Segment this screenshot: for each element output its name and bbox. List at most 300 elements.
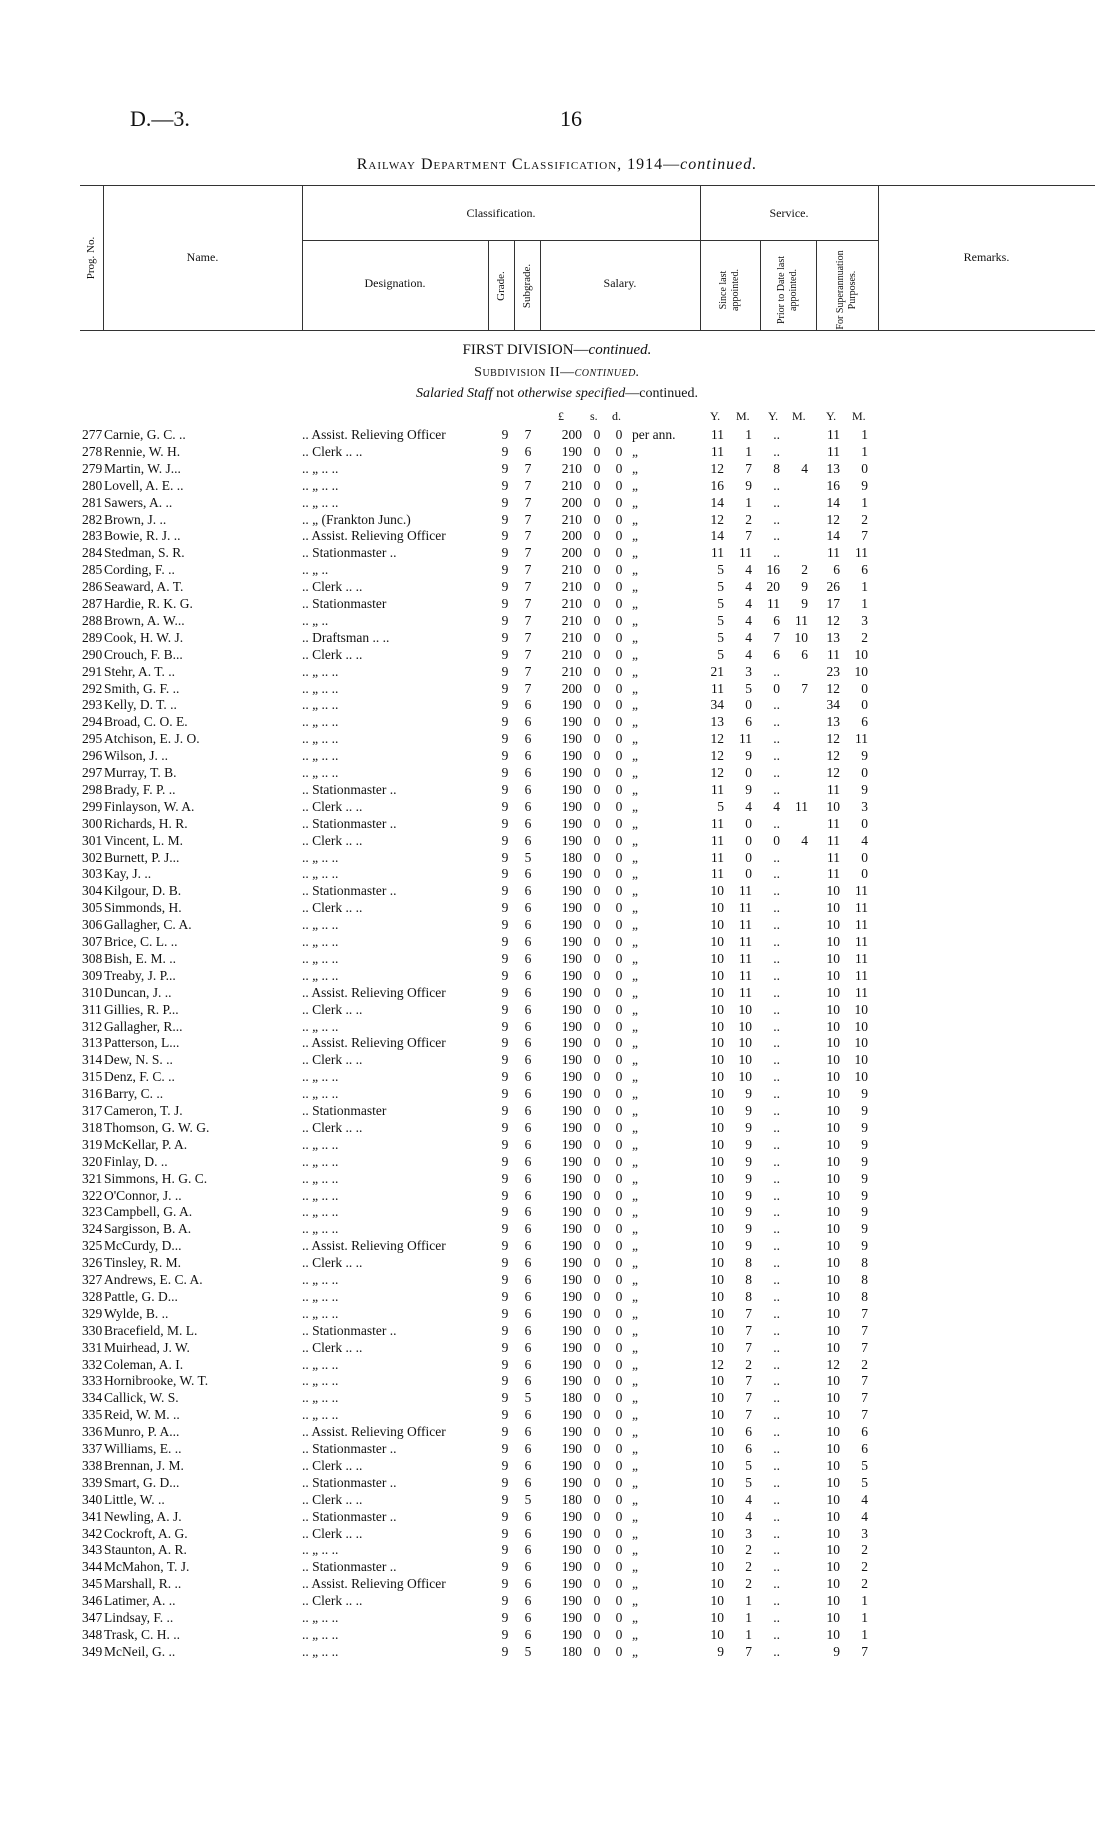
designation: .. „ (Frankton Junc.) <box>302 511 411 527</box>
since-months: 8 <box>745 1288 752 1304</box>
super-months: 11 <box>855 731 868 747</box>
grade: 9 <box>501 1643 509 1659</box>
salary-pence: 0 <box>615 1626 623 1642</box>
staff-name: Duncan, J. .. <box>104 984 172 1000</box>
table-row <box>0 544 1114 561</box>
super-years: 13 <box>826 714 840 730</box>
since-years: 5 <box>717 629 724 645</box>
salary-pounds: 190 <box>561 1052 582 1068</box>
prog-no: 289 <box>82 629 103 645</box>
table-row <box>0 882 1114 899</box>
salary-pounds: 190 <box>561 1035 582 1051</box>
salary-period: „ <box>632 832 638 848</box>
salary-shillings: 0 <box>593 765 601 780</box>
since-years: 10 <box>710 1339 724 1355</box>
subgrade: 6 <box>524 1187 532 1203</box>
prog-no: 304 <box>82 883 103 899</box>
staff-name: Pattle, G. D... <box>104 1288 178 1304</box>
table-row <box>0 1001 1114 1018</box>
prior-years: .. <box>773 1119 780 1135</box>
subgrade: 6 <box>524 950 532 966</box>
salary-shillings: 0 <box>593 1525 601 1541</box>
since-months: 11 <box>739 545 752 561</box>
prog-no: 337 <box>82 1441 103 1456</box>
super-months: 2 <box>861 629 868 645</box>
super-months: 11 <box>855 917 868 933</box>
salary-shillings: 0 <box>593 1373 601 1389</box>
subgrade: 6 <box>524 832 532 848</box>
subgrade: 6 <box>524 1322 532 1338</box>
salary-shillings: 0 <box>593 545 601 561</box>
salary-period: „ <box>632 900 638 916</box>
subgrade: 6 <box>524 1035 532 1051</box>
salary-pounds: 190 <box>561 714 582 730</box>
prior-months: 9 <box>801 579 808 595</box>
salary-pounds: 190 <box>561 1018 582 1034</box>
super-years: 10 <box>826 1610 840 1625</box>
super-months: 4 <box>861 832 868 848</box>
since-months: 1 <box>745 1626 752 1642</box>
super-years: 10 <box>826 1069 840 1085</box>
super-years: 10 <box>826 1474 840 1490</box>
staff-name: Finlayson, W. A. <box>104 798 195 814</box>
grade: 9 <box>501 950 509 966</box>
salary-shillings: 0 <box>593 1474 601 1490</box>
salary-pounds: 190 <box>561 815 582 831</box>
table-row <box>0 1558 1114 1575</box>
subgrade: 6 <box>524 883 532 899</box>
unit-shillings: s. <box>590 409 598 423</box>
col-header-prog-no: Prog. No. <box>85 236 97 280</box>
salary-pounds: 190 <box>561 731 582 747</box>
prog-no: 330 <box>82 1322 103 1338</box>
subgrade: 6 <box>524 1457 532 1473</box>
since-months: 7 <box>745 1373 752 1389</box>
grade: 9 <box>501 1153 509 1169</box>
since-years: 12 <box>710 765 724 780</box>
salary-shillings: 0 <box>593 1626 601 1642</box>
prior-years: .. <box>773 1559 780 1575</box>
super-months: 0 <box>861 697 868 713</box>
prog-no: 290 <box>82 646 103 662</box>
grade: 9 <box>501 1559 509 1575</box>
grade: 9 <box>501 1255 509 1271</box>
staff-name: Stedman, S. R. <box>104 545 185 561</box>
designation: .. Stationmaster .. <box>302 781 397 797</box>
staff-name: McNeil, G. .. <box>104 1643 176 1659</box>
table-row <box>0 713 1114 730</box>
super-months: 9 <box>861 1204 868 1220</box>
prog-no: 320 <box>82 1153 103 1169</box>
salary-shillings: 0 <box>593 1576 601 1592</box>
salary-pounds: 190 <box>561 984 582 1000</box>
salary-pounds: 200 <box>561 545 582 561</box>
staff-name: Cameron, T. J. <box>104 1103 183 1118</box>
col-header-subgrade: Subgrade. <box>521 263 533 309</box>
table-row <box>0 1018 1114 1035</box>
salary-pounds: 190 <box>561 1103 582 1118</box>
prog-no: 322 <box>82 1187 103 1203</box>
grade: 9 <box>501 1491 509 1507</box>
prior-years: .. <box>773 748 780 764</box>
subgrade: 6 <box>524 1305 532 1321</box>
designation: .. „ .. <box>302 612 329 628</box>
salary-shillings: 0 <box>593 646 601 662</box>
prog-no: 312 <box>82 1018 103 1034</box>
prog-no: 311 <box>82 1001 102 1017</box>
salary-period: „ <box>632 1153 638 1169</box>
prior-years: .. <box>773 1474 780 1490</box>
prog-no: 327 <box>82 1272 103 1287</box>
grade: 9 <box>501 545 509 561</box>
staff-name: Dew, N. S. .. <box>104 1052 173 1068</box>
designation: .. Assist. Relieving Officer <box>302 1238 446 1254</box>
prog-no: 310 <box>82 984 103 1000</box>
prior-years: .. <box>773 934 780 949</box>
designation: .. Stationmaster .. <box>302 1441 397 1456</box>
prior-years: .. <box>773 1170 780 1186</box>
designation: .. Clerk .. .. <box>302 1339 363 1355</box>
table-row <box>0 1609 1114 1626</box>
subgrade: 6 <box>524 1559 532 1575</box>
salary-pence: 0 <box>615 646 623 662</box>
grade: 9 <box>501 1069 509 1085</box>
since-years: 10 <box>710 1035 724 1051</box>
salary-pounds: 210 <box>561 629 582 645</box>
prog-no: 328 <box>82 1288 103 1304</box>
salary-pounds: 210 <box>561 646 582 662</box>
super-years: 10 <box>826 1052 840 1068</box>
grade: 9 <box>501 866 509 882</box>
prior-years: 0 <box>773 680 780 696</box>
salary-period: „ <box>632 1457 638 1473</box>
table-row <box>0 984 1114 1001</box>
super-years: 10 <box>826 900 840 916</box>
designation: .. Assist. Relieving Officer <box>302 427 446 442</box>
salary-pence: 0 <box>615 883 623 899</box>
staff-name: Brown, J. .. <box>104 511 167 527</box>
prog-no: 295 <box>82 731 103 747</box>
salary-pounds: 210 <box>561 579 582 595</box>
since-years: 5 <box>717 646 724 662</box>
subgrade: 6 <box>524 1136 532 1152</box>
salary-shillings: 0 <box>593 1018 601 1034</box>
staff-name: Bish, E. M. .. <box>104 950 177 966</box>
prog-no: 333 <box>82 1373 103 1389</box>
salary-pence: 0 <box>615 680 623 696</box>
designation: .. Stationmaster .. <box>302 883 397 899</box>
grade: 9 <box>501 1204 509 1220</box>
salary-pounds: 210 <box>561 596 582 611</box>
prior-years: .. <box>773 1187 780 1203</box>
salary-shillings: 0 <box>593 1508 601 1524</box>
super-months: 2 <box>861 1576 868 1592</box>
unit-months-2: M. <box>792 409 806 423</box>
super-years: 11 <box>827 866 840 882</box>
table-row <box>0 494 1114 511</box>
since-months: 10 <box>738 1052 752 1068</box>
salary-pounds: 210 <box>561 460 582 476</box>
salary-period: „ <box>632 1626 638 1642</box>
super-months: 3 <box>861 798 868 814</box>
prog-no: 303 <box>82 866 103 882</box>
since-months: 5 <box>745 1474 752 1490</box>
super-months: 9 <box>861 1221 868 1237</box>
grade: 9 <box>501 765 509 780</box>
since-months: 7 <box>745 460 752 476</box>
super-months: 7 <box>861 1322 868 1338</box>
salary-shillings: 0 <box>593 1272 601 1287</box>
classification-rule <box>302 240 878 241</box>
staff-name: Atchison, E. J. O. <box>104 731 200 747</box>
subgrade: 6 <box>524 934 532 949</box>
super-years: 10 <box>826 1441 840 1456</box>
table-row <box>0 1423 1114 1440</box>
staff-name: Murray, T. B. <box>104 765 177 780</box>
salary-pounds: 190 <box>561 697 582 713</box>
salary-period: „ <box>632 545 638 561</box>
salary-period: „ <box>632 849 638 865</box>
super-months: 11 <box>855 934 868 949</box>
super-years: 10 <box>826 1407 840 1423</box>
super-years: 10 <box>826 1204 840 1220</box>
since-months: 9 <box>745 1170 752 1186</box>
super-months: 5 <box>861 1457 868 1473</box>
grade: 9 <box>501 748 509 764</box>
designation: .. „ .. .. <box>302 1170 339 1186</box>
staff-label-d: —continued. <box>625 386 698 401</box>
designation: .. Clerk .. .. <box>302 832 363 848</box>
super-months: 1 <box>861 596 868 611</box>
since-years: 10 <box>710 1153 724 1169</box>
subgrade: 6 <box>524 1069 532 1085</box>
prior-years: 11 <box>767 596 780 611</box>
super-months: 8 <box>861 1288 868 1304</box>
since-months: 5 <box>745 680 752 696</box>
salary-pence: 0 <box>615 798 623 814</box>
salary-pounds: 190 <box>561 1559 582 1575</box>
super-months: 11 <box>855 900 868 916</box>
grade: 9 <box>501 646 509 662</box>
salary-period: „ <box>632 917 638 933</box>
prior-years: .. <box>773 1221 780 1237</box>
super-years: 10 <box>826 1390 840 1406</box>
prog-no: 277 <box>82 427 103 442</box>
super-years: 10 <box>826 967 840 983</box>
salary-pence: 0 <box>615 1610 623 1625</box>
prior-years: .. <box>773 1424 780 1440</box>
prior-years: .. <box>773 1525 780 1541</box>
unit-years-2: Y. <box>768 409 779 423</box>
prog-no: 299 <box>82 798 103 814</box>
prior-years: .. <box>773 1288 780 1304</box>
super-years: 10 <box>826 1576 840 1592</box>
salary-shillings: 0 <box>593 460 601 476</box>
prog-no: 335 <box>82 1407 103 1423</box>
table-row <box>0 1541 1114 1558</box>
salary-period: per ann. <box>632 427 676 442</box>
grade: 9 <box>501 1457 509 1473</box>
super-years: 10 <box>826 1593 840 1609</box>
super-months: 9 <box>861 1119 868 1135</box>
since-years: 10 <box>710 1103 724 1118</box>
salary-period: „ <box>632 528 638 544</box>
since-months: 1 <box>745 427 752 442</box>
grade: 9 <box>501 1390 509 1406</box>
designation: .. „ .. .. <box>302 477 339 493</box>
grade: 9 <box>501 1305 509 1321</box>
since-years: 10 <box>710 1441 724 1456</box>
prior-years: 6 <box>773 612 780 628</box>
prior-years: .. <box>773 1001 780 1017</box>
designation: .. „ .. .. <box>302 950 339 966</box>
table-row <box>0 511 1114 528</box>
designation: .. „ .. .. <box>302 866 339 882</box>
since-months: 7 <box>745 1390 752 1406</box>
super-years: 23 <box>826 663 840 679</box>
since-years: 10 <box>710 1576 724 1592</box>
salary-period: „ <box>632 1103 638 1118</box>
staff-name: Smart, G. D... <box>104 1474 180 1490</box>
salary-pounds: 210 <box>561 612 582 628</box>
salary-period: „ <box>632 1424 638 1440</box>
grade: 9 <box>501 596 509 611</box>
salary-shillings: 0 <box>593 781 601 797</box>
since-months: 6 <box>745 1424 752 1440</box>
since-years: 34 <box>710 697 724 713</box>
prog-no: 309 <box>82 967 103 983</box>
salary-pence: 0 <box>615 1373 623 1389</box>
since-years: 10 <box>710 883 724 899</box>
salary-pounds: 190 <box>561 1610 582 1625</box>
super-months: 1 <box>861 443 868 459</box>
salary-shillings: 0 <box>593 950 601 966</box>
prog-no: 321 <box>82 1170 103 1186</box>
salary-pounds: 190 <box>561 1086 582 1102</box>
document-title <box>0 156 1114 174</box>
salary-shillings: 0 <box>593 1069 601 1085</box>
table-row <box>0 950 1114 967</box>
salary-pounds: 190 <box>561 900 582 916</box>
prior-years: .. <box>773 1018 780 1034</box>
since-months: 4 <box>745 562 752 578</box>
prog-no: 288 <box>82 612 103 628</box>
salary-period: „ <box>632 562 638 578</box>
salary-shillings: 0 <box>593 1457 601 1473</box>
since-months: 4 <box>745 798 752 814</box>
page-number: 16 <box>560 106 582 131</box>
salary-pence: 0 <box>615 1119 623 1135</box>
salary-shillings: 0 <box>593 1356 601 1372</box>
salary-pence: 0 <box>615 1103 623 1118</box>
salary-shillings: 0 <box>593 680 601 696</box>
staff-name: Lindsay, F. .. <box>104 1610 174 1625</box>
super-years: 10 <box>826 1305 840 1321</box>
subgrade: 6 <box>524 798 532 814</box>
since-months: 11 <box>739 967 752 983</box>
table-row <box>0 527 1114 544</box>
super-years: 14 <box>826 528 840 544</box>
super-months: 9 <box>861 1170 868 1186</box>
table-row <box>0 815 1114 832</box>
table-row <box>0 798 1114 815</box>
division-heading <box>0 342 1114 359</box>
prior-years: .. <box>773 1305 780 1321</box>
salary-pence: 0 <box>615 443 623 459</box>
table-row <box>0 1254 1114 1271</box>
since-months: 1 <box>745 443 752 459</box>
super-months: 1 <box>861 427 868 442</box>
super-years: 10 <box>826 1559 840 1575</box>
salary-shillings: 0 <box>593 1491 601 1507</box>
prior-years: .. <box>773 917 780 933</box>
salary-pounds: 190 <box>561 1542 582 1558</box>
designation: .. „ .. .. <box>302 1086 339 1102</box>
designation: .. „ .. .. <box>302 967 339 983</box>
salary-pence: 0 <box>615 528 623 544</box>
super-months: 7 <box>861 1305 868 1321</box>
salary-shillings: 0 <box>593 1119 601 1135</box>
table-row <box>0 764 1114 781</box>
salary-pence: 0 <box>615 427 623 442</box>
prog-no: 343 <box>82 1542 103 1558</box>
prior-years: 8 <box>773 460 780 476</box>
subgrade: 6 <box>524 714 532 730</box>
prior-years: .. <box>773 1238 780 1254</box>
since-months: 1 <box>745 1593 752 1609</box>
designation: .. Stationmaster <box>302 1103 387 1118</box>
since-months: 11 <box>739 934 752 949</box>
grade: 9 <box>501 680 509 696</box>
grade: 9 <box>501 1407 509 1423</box>
salary-period: „ <box>632 883 638 899</box>
salary-period: „ <box>632 1052 638 1068</box>
table-row <box>0 781 1114 798</box>
salary-shillings: 0 <box>593 1322 601 1338</box>
salary-period: „ <box>632 781 638 797</box>
since-years: 10 <box>710 1457 724 1473</box>
super-months: 1 <box>861 494 868 510</box>
table-row <box>0 967 1114 984</box>
subgrade: 6 <box>524 748 532 764</box>
salary-pounds: 200 <box>561 680 582 696</box>
table-row <box>0 663 1114 680</box>
super-years: 10 <box>826 1086 840 1102</box>
salary-pounds: 190 <box>561 1626 582 1642</box>
since-months: 10 <box>738 1035 752 1051</box>
unit-years-3: Y. <box>826 409 837 423</box>
since-years: 10 <box>710 1305 724 1321</box>
salary-pounds: 190 <box>561 1576 582 1592</box>
designation: .. „ .. .. <box>302 1626 339 1642</box>
staff-name: Brown, A. W... <box>104 612 185 628</box>
salary-shillings: 0 <box>593 967 601 983</box>
salary-pounds: 190 <box>561 1508 582 1524</box>
since-years: 12 <box>710 511 724 527</box>
salary-shillings: 0 <box>593 866 601 882</box>
salary-pence: 0 <box>615 815 623 831</box>
since-months: 7 <box>745 1322 752 1338</box>
salary-pence: 0 <box>615 781 623 797</box>
prior-years: .. <box>773 663 780 679</box>
super-months: 3 <box>861 612 868 628</box>
salary-pounds: 190 <box>561 1288 582 1304</box>
grade: 9 <box>501 494 509 510</box>
staff-name: Richards, H. R. <box>104 815 188 831</box>
salary-period: „ <box>632 1221 638 1237</box>
since-years: 10 <box>710 1322 724 1338</box>
prior-years: .. <box>773 1491 780 1507</box>
